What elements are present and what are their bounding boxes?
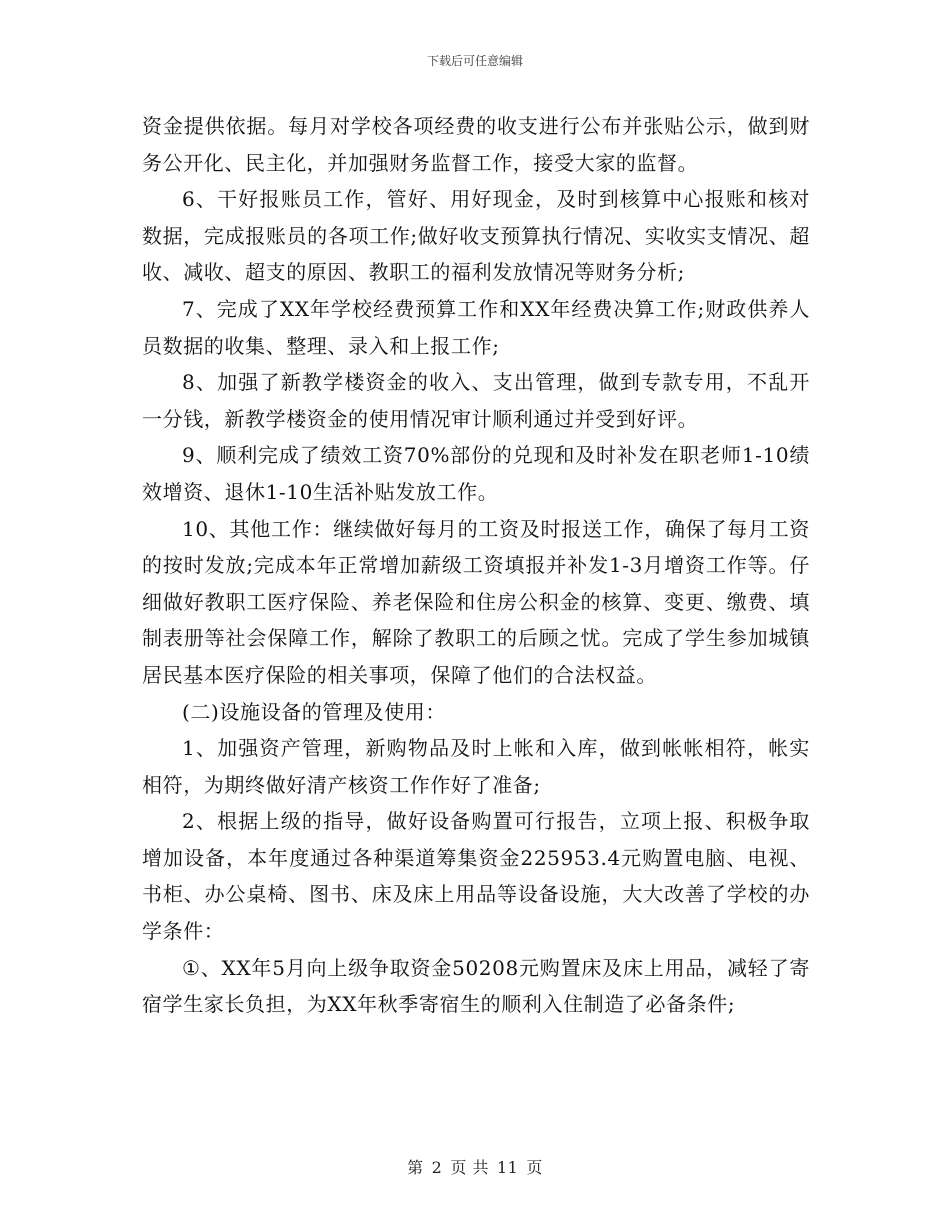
- paragraph: 6、干好报账员工作，管好、用好现金，及时到核算中心报账和核对数据，完成报账员的各项工作;做好收支预算执行情况、实收实支情况、超收、减收、超支的原因、教职工的福利发放情况等财务分析;: [142, 187, 810, 285]
- paragraph: 2、根据上级的指导，做好设备购置可行报告，立项上报、积极争取增加设备，本年度通过各种渠道筹集资金225953.4元购置电脑、电视、书柜、办公桌椅、图书、床及床上用品等设备设施，大大改善了学校的办学条件：: [142, 809, 810, 944]
- paragraph: 10、其他工作：继续做好每月的工资及时报送工作，确保了每月工资的按时发放;完成本年正常增加薪级工资填报并补发1-3月增资工作等。仔细做好教职工医疗保险、养老保险和住房公积金的核算、变更、缴费、填制表册等社会保障工作，解除了教职工的后顾之忧。完成了学生参加城镇居民基本医疗保险的相关事项，保障了他们的合法权益。: [142, 516, 810, 687]
- paragraph: ①、XX年5月向上级争取资金50208元购置床及床上用品，减轻了寄宿学生家长负担，为XX年秋季寄宿生的顺利入住制造了必备条件;: [142, 955, 810, 1017]
- total-page-count: 11: [496, 1158, 519, 1177]
- document-body: [142, 108, 810, 1023]
- footer-prefix: 第: [407, 1158, 424, 1177]
- current-page-number: 2: [431, 1158, 443, 1177]
- footer-middle: 页 共: [450, 1158, 489, 1177]
- page-footer: [0, 1155, 950, 1178]
- paragraph: 1、加强资产管理，新购物品及时上帐和入库，做到帐帐相符，帐实相符，为期终做好清产核资工作作好了准备;: [142, 736, 810, 797]
- paragraph: 资金提供依据。每月对学校各项经费的收支进行公布并张贴公示，做到财务公开化、民主化，并加强财务监督工作，接受大家的监督。: [142, 114, 810, 175]
- footer-suffix: 页: [526, 1158, 543, 1177]
- paragraph: 8、加强了新教学楼资金的收入、支出管理，做到专款专用，不乱开一分钱，新教学楼资金的使用情况审计顺利通过并受到好评。: [142, 370, 810, 431]
- paragraph: 7、完成了XX年学校经费预算工作和XX年经费决算工作;财政供养人员数据的收集、整理、录入和上报工作;: [142, 296, 810, 358]
- paragraph: 9、顺利完成了绩效工资70%部份的兑现和及时补发在职老师1-10绩效增资、退休1-10生活补贴发放工作。: [142, 443, 810, 504]
- page-header: 下载后可任意编辑: [426, 54, 523, 68]
- section-heading: (二)设施设备的管理及使用：: [182, 699, 447, 724]
